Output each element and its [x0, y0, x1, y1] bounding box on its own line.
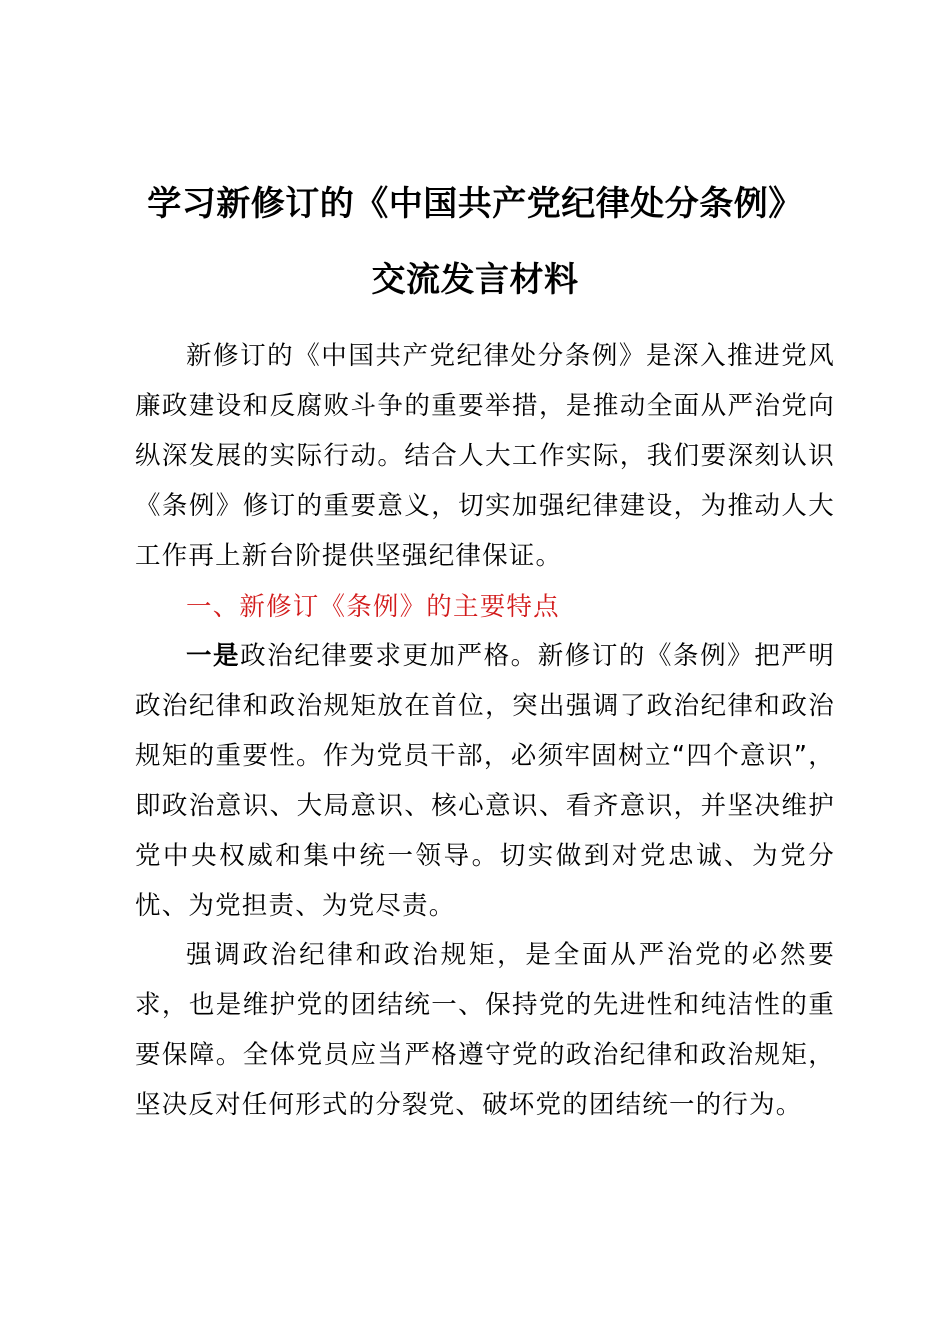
point1-lead: 一是	[186, 641, 241, 671]
section-heading: 一、新修订《条例》的主要特点	[186, 592, 560, 622]
point1-text: 政治纪律要求更加严格。新修订的《条例》把严明政治纪律和政治规矩放在首位，突出强调了政治纪律和政治规矩的重要性。作为党员干部，必须牢固树立“四个意识”，即政治意识、大局意识、核心意识、看齐意识，并坚决维护党中央权威和集中统一领导。切实做到对党忠诚、为党分忧、为党担责、为党尽责。	[135, 641, 836, 921]
paragraph-3: 强调政治纪律和政治规矩，是全面从严治党的必然要求，也是维护党的团结统一、保持党的先进性和纯洁性的重要保障。全体党员应当严格遵守党的政治纪律和政治规矩，坚决反对任何形式的分裂党、破坏党的团结统一的行为。	[135, 940, 835, 1120]
document-title-line2: 交流发言材料	[371, 260, 579, 300]
document-title-line1: 学习新修订的《中国共产党纪律处分条例》	[147, 184, 803, 224]
intro-paragraph: 新修订的《中国共产党纪律处分条例》是深入推进党风廉政建设和反腐败斗争的重要举措，是推动全面从严治党向纵深发展的实际行动。结合人大工作实际，我们要深刻认识《条例》修订的重要意义，切实加强纪律建设，为推动人大工作再上新台阶提供坚强纪律保证。	[135, 341, 835, 571]
point1-paragraph	[135, 631, 835, 931]
